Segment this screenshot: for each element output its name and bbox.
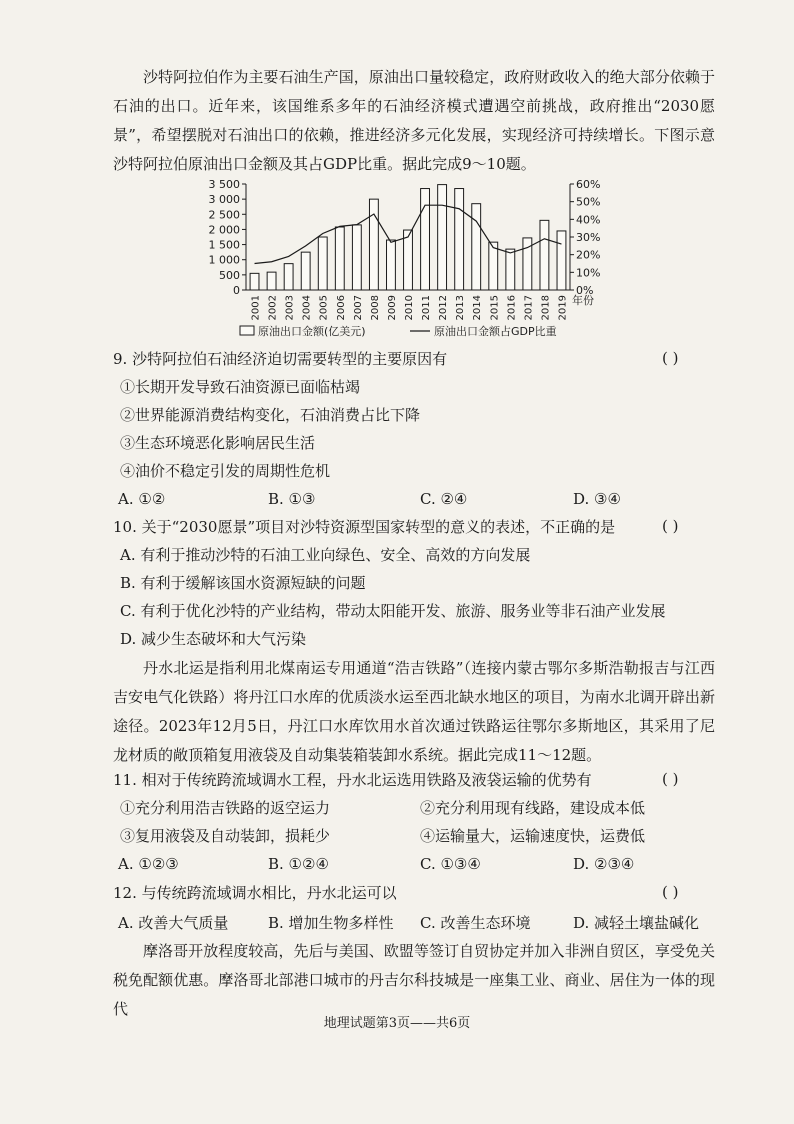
question-10-choice-c[interactable]: C. 有利于优化沙特的产业结构，带动太阳能开发、旅游、服务业等非石油产业发展 — [120, 602, 666, 620]
question-9-item: ②世界能源消费结构变化，石油消费占比下降 — [120, 406, 421, 424]
left-axis-tick-label: 2 500 — [208, 208, 240, 222]
x-tick-label: 2009 — [386, 295, 398, 321]
question-9-choice-c[interactable]: C. ②④ — [420, 490, 468, 508]
bar-oil-export — [489, 242, 498, 290]
question-11-choice-b[interactable]: B. ①②④ — [268, 855, 329, 873]
question-12-answer-bracket[interactable]: ( ) — [662, 883, 679, 901]
right-axis-tick-label: 30% — [576, 231, 601, 244]
bar-oil-export — [301, 252, 310, 290]
x-tick-label: 2003 — [284, 295, 296, 321]
question-11-choice-c[interactable]: C. ①③④ — [420, 855, 481, 873]
x-tick-label: 2018 — [540, 295, 552, 321]
question-11-item: ①充分利用浩吉铁路的返空运力 — [120, 799, 331, 817]
question-9-choice-a[interactable]: A. ①② — [118, 490, 166, 508]
passage-morocco: 摩洛哥开放程度较高，先后与美国、欧盟等签订自贸协定并加入非洲自贸区，享受免关税免配额优惠。摩洛哥北部港口城市的丹吉尔科技城是一座集工业、商业、居住为一体的现代 — [113, 942, 715, 1018]
x-tick-label: 2007 — [352, 295, 364, 321]
x-tick-label: 2012 — [438, 295, 450, 321]
oil-export-chart — [200, 172, 620, 344]
question-10-choice-b[interactable]: B. 有利于缓解该国水资源短缺的问题 — [120, 574, 366, 592]
question-9-item: ④油价不稳定引发的周期性危机 — [120, 462, 331, 480]
x-tick-label: 2001 — [250, 295, 262, 321]
left-axis-tick-label: 0 — [233, 284, 240, 297]
passage-saudi: 沙特阿拉伯作为主要石油生产国，原油出口量较稳定，政府财政收入的绝大部分依赖于石油的出口。近年来，该国维系多年的石油经济模式遭遇空前挑战，政府推出“2030愿景”，希望摆脱对石油出口的依赖，推进经济多元化发展，实现经济可持续增长。下图示意沙特阿拉伯原油出口金额及其占GDP比重。据此完成9～10题。 — [113, 68, 715, 173]
right-axis-tick-label: 0% — [576, 284, 594, 297]
question-12-choice-c[interactable]: C. 改善生态环境 — [420, 914, 531, 932]
question-11-answer-bracket[interactable]: ( ) — [662, 770, 679, 788]
legend-bar-label: 原油出口金额(亿美元) — [258, 325, 366, 338]
question-10-choice-d[interactable]: D. 减少生态破坏和大气污染 — [120, 630, 307, 648]
page-footer: 地理试题第3页——共6页 — [323, 1016, 471, 1031]
bar-oil-export — [438, 185, 447, 290]
left-axis-tick-label: 1 500 — [208, 238, 240, 252]
x-tick-label: 2006 — [335, 295, 347, 321]
bar-oil-export — [472, 204, 481, 290]
question-10-stem: 10. 关于“2030愿景”项目对沙特资源型国家转型的意义的表述，不正确的是 — [113, 518, 616, 536]
x-tick-label: 2002 — [267, 295, 279, 321]
left-axis-tick-label: 1 000 — [208, 253, 240, 267]
bar-oil-export — [455, 189, 464, 290]
x-tick-label: 2019 — [557, 295, 569, 321]
question-11-choice-a[interactable]: A. ①②③ — [118, 855, 179, 873]
question-11-item: ②充分利用现有线路，建设成本低 — [420, 799, 646, 817]
bar-oil-export — [250, 273, 259, 290]
bar-oil-export — [318, 237, 327, 290]
bar-oil-export — [540, 220, 549, 290]
question-9-stem: 9. 沙特阿拉伯石油经济迫切需要转型的主要原因有 — [113, 350, 448, 368]
bar-oil-export — [352, 225, 361, 290]
question-10-choice-a[interactable]: A. 有利于推动沙特的石油工业向绿色、安全、高效的方向发展 — [120, 546, 531, 564]
x-tick-label: 2004 — [301, 295, 313, 321]
question-9-choice-d[interactable]: D. ③④ — [573, 490, 621, 508]
left-axis-tick-label: 3 500 — [208, 178, 240, 191]
question-9-item: ①长期开发导致石油资源已面临枯竭 — [120, 378, 361, 396]
question-11-stem: 11. 相对于传统跨流域调水工程，丹水北运选用铁路及液袋运输的优势有 — [113, 771, 592, 789]
right-axis-tick-label: 10% — [576, 266, 601, 280]
x-axis-label: 年份 — [572, 294, 594, 307]
x-tick-label: 2015 — [489, 295, 501, 321]
x-tick-label: 2011 — [421, 295, 433, 321]
question-12-choice-d[interactable]: D. 减轻土壤盐碱化 — [573, 914, 700, 932]
question-9-answer-bracket[interactable]: ( ) — [662, 349, 679, 367]
right-axis-tick-label: 20% — [576, 248, 601, 262]
left-axis-tick-label: 500 — [219, 268, 240, 282]
x-tick-label: 2013 — [455, 295, 467, 321]
left-axis-tick-label: 3 000 — [208, 193, 240, 207]
x-tick-label: 2008 — [369, 295, 381, 321]
question-9-item: ③生态环境恶化影响居民生活 — [120, 434, 316, 452]
question-12-choice-a[interactable]: A. 改善大气质量 — [118, 914, 229, 932]
bar-oil-export — [387, 240, 396, 290]
right-axis-tick-label: 50% — [576, 195, 601, 209]
question-10-answer-bracket[interactable]: ( ) — [662, 517, 679, 535]
bar-oil-export — [557, 231, 566, 290]
question-11-choice-d[interactable]: D. ②③④ — [573, 855, 635, 873]
legend-line-label: 原油出口金额占GDP比重 — [434, 325, 557, 338]
x-tick-label: 2014 — [472, 295, 484, 321]
bar-oil-export — [335, 227, 344, 290]
bar-oil-export — [404, 230, 413, 290]
question-12-choice-b[interactable]: B. 增加生物多样性 — [268, 914, 394, 932]
question-12-stem: 12. 与传统跨流域调水相比，丹水北运可以 — [113, 884, 397, 902]
x-tick-label: 2010 — [404, 295, 415, 321]
legend-bar-swatch — [240, 326, 254, 335]
bar-oil-export — [267, 272, 276, 290]
bar-oil-export — [284, 264, 293, 290]
bar-oil-export — [421, 189, 430, 290]
bar-oil-export — [506, 249, 515, 290]
passage-danshui: 丹水北运是指利用北煤南运专用通道“浩吉铁路”（连接内蒙古鄂尔多斯浩勒报吉与江西吉安电气化铁路）将丹江口水库的优质淡水运至西北缺水地区的项目，为南水北调开辟出新途径。2023年12月5日，丹江口水库饮用水首次通过铁路运往鄂尔多斯地区，其采用了尼龙材质的敞顶箱复用液袋及自动集装箱装卸水系统。据此完成11～12题。 — [113, 659, 715, 764]
right-axis-tick-label: 40% — [576, 213, 601, 227]
x-tick-label: 2005 — [318, 295, 330, 321]
question-9-choice-b[interactable]: B. ①③ — [268, 490, 316, 508]
x-tick-label: 2017 — [523, 295, 535, 321]
question-11-item: ③复用液袋及自动装卸，损耗少 — [120, 827, 331, 845]
question-11-item: ④运输量大，运输速度快，运费低 — [420, 827, 646, 845]
bar-oil-export — [369, 199, 378, 290]
left-axis-tick-label: 2 000 — [208, 223, 240, 237]
right-axis-tick-label: 60% — [576, 178, 601, 191]
x-tick-label: 2016 — [506, 295, 518, 321]
